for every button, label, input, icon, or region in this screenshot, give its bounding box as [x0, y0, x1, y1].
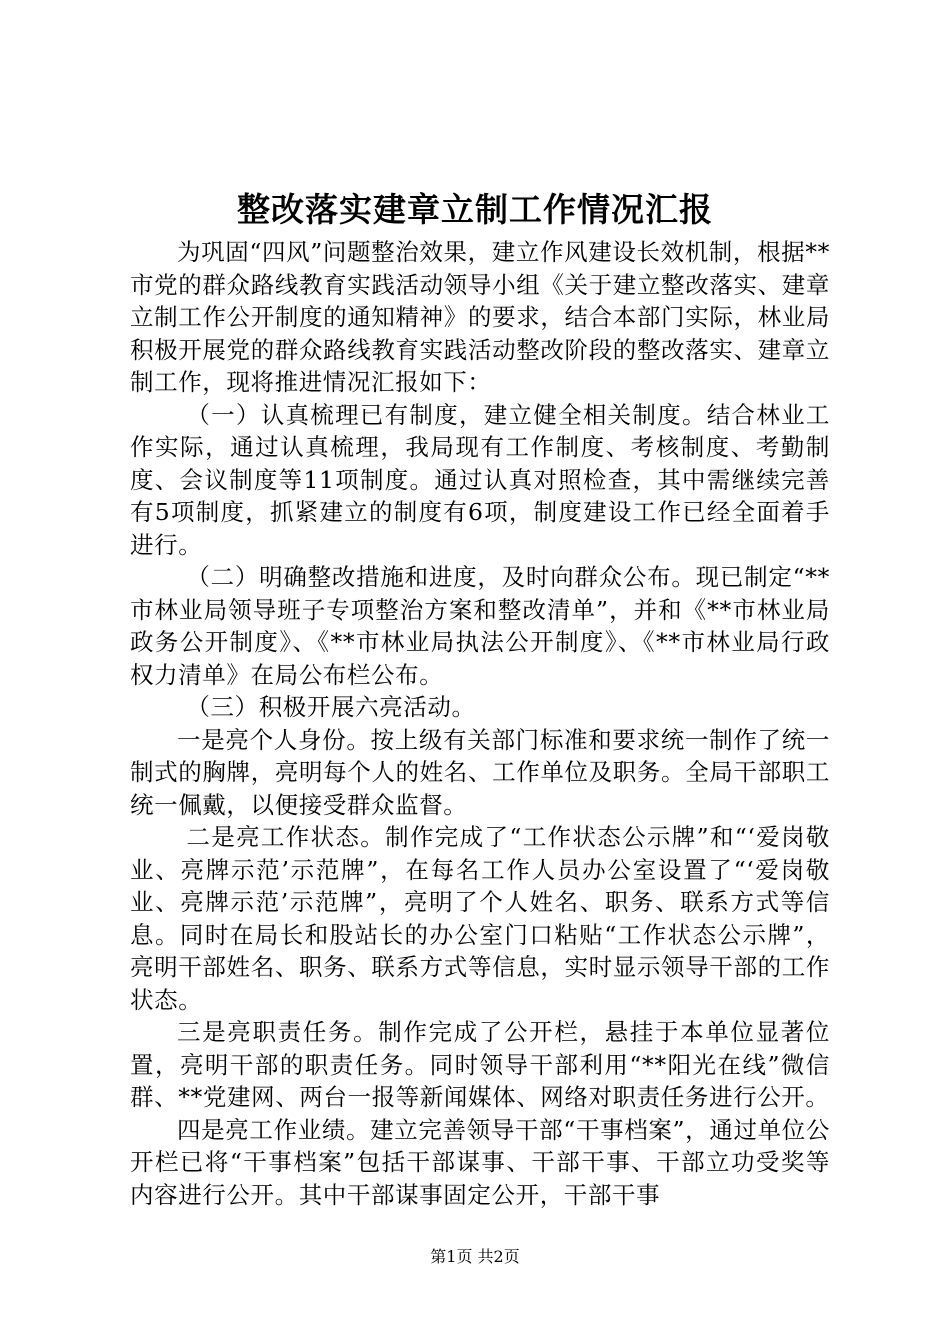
document-title: 整改落实建章立制工作情况汇报 — [237, 190, 713, 229]
paragraph-section-1: （一）认真梳理已有制度，建立健全相关制度。结合林业工作实际，通过认真梳理，我局现有工作制度、考核制度、考勤制度、会议制度等11项制度。通过认真对照检查，其中需继续完善有5项制度，抓紧建立的制度有6项，制度建设工作已经全面着手进行。 — [130, 400, 830, 559]
paragraph-item-1: 一是亮个人身份。按上级有关部门标准和要求统一制作了统一制式的胸牌，亮明每个人的姓名、工作单位及职务。全局干部职工统一佩戴，以便接受群众监督。 — [130, 725, 830, 819]
paragraph-intro: 为巩固“四风”问题整治效果，建立作风建设长效机制，根据**市党的群众路线教育实践活动领导小组《关于建立整改落实、建章立制工作公开制度的通知精神》的要求，结合本部门实际，林业局积极开展党的群众路线教育实践活动整改阶段的整改落实、建章立制工作，现将推进情况汇报如下： — [130, 238, 830, 396]
paragraph-section-3: （三）积极开展六亮活动。 — [186, 693, 476, 721]
paragraph-item-2: 二是亮工作状态。制作完成了“工作状态公示牌”和“‘爱岗敬业、亮牌示范’示范牌”，在每名工作人员办公室设置了“‘爱岗敬业、亮牌示范’示范牌”，亮明了个人姓名、职务、联系方式等信息。同时在局长和股站长的办公室门口粘贴“工作状态公示牌”，亮明干部姓名、职务、联系方式等信息，实时显示领导干部的工作状态。 — [130, 823, 830, 1014]
paragraph-item-4: 四是亮工作业绩。建立完善领导干部“干事档案”，通过单位公开栏已将“干事档案”包括干部谋事、干部干事、干部立功受奖等内容进行公开。其中干部谋事固定公开，干部干事 — [130, 1115, 830, 1209]
paragraph-section-2: （二）明确整改措施和进度，及时向群众公布。现已制定“**市林业局领导班子专项整治方案和整改清单”，并和《**市林业局政务公开制度》、《**市林业局执法公开制度》、《**市林业局行政权力清单》在局公布栏公布。 — [130, 563, 830, 689]
page-indicator: 第1页 共2页 — [430, 1247, 520, 1266]
document-body — [130, 236, 830, 1211]
paragraph-item-3: 三是亮职责任务。制作完成了公开栏，悬挂于本单位显著位置，亮明干部的职责任务。同时领导干部利用“**阳光在线”微信群、**党建网、两台一报等新闻媒体、网络对职责任务进行公开。 — [130, 1018, 830, 1111]
